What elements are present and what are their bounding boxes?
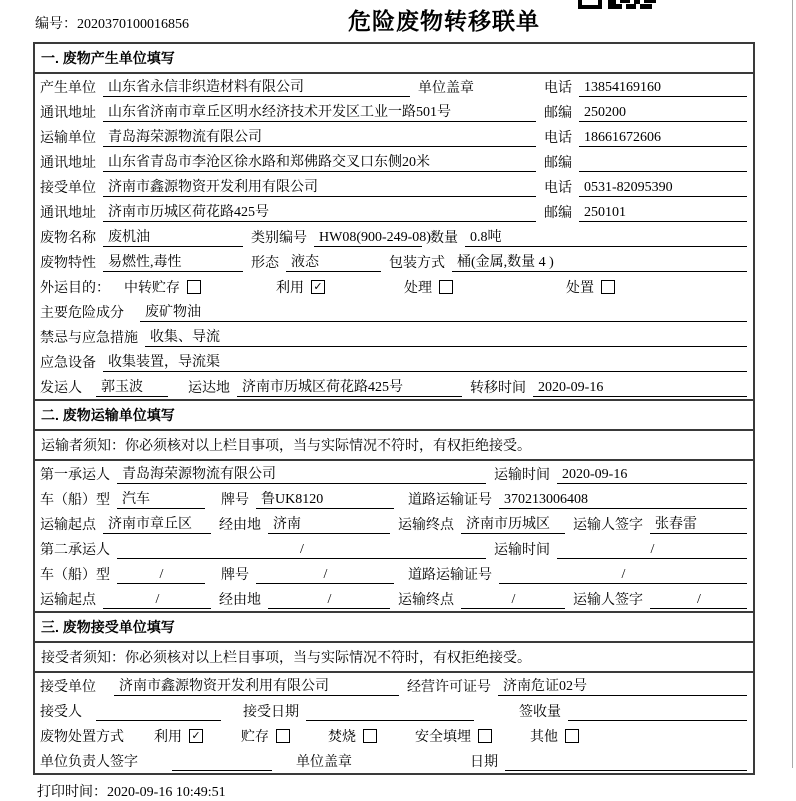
via-label: 经由地	[219, 518, 261, 533]
serial-value: 2020370100016856	[77, 17, 189, 32]
print-time-value: 2020-09-16 10:49:51	[107, 785, 226, 800]
receiver-phone-value: 0531-82095390	[579, 180, 747, 197]
row-waste-traits	[35, 249, 753, 274]
transporter-unit-label: 运输单位	[40, 131, 96, 146]
phone-label: 电话	[544, 181, 572, 196]
checkbox-icon	[439, 280, 453, 294]
section-transporter	[35, 399, 753, 611]
receiver-postcode-value: 250101	[579, 205, 747, 222]
row-route-1	[35, 511, 753, 536]
option-label: 处理	[404, 280, 432, 296]
disposal-option-incinerate	[328, 726, 377, 746]
postcode-label: 邮编	[544, 206, 572, 221]
row-disposal-method	[35, 723, 753, 748]
option-label: 贮存	[241, 729, 269, 745]
print-time	[37, 781, 796, 801]
responsible-signature-value	[172, 754, 272, 771]
section-producer	[35, 44, 753, 399]
transfer-date-label: 转移时间	[470, 381, 526, 396]
row-emergency-measures	[35, 324, 753, 349]
transport-date-label: 运输时间	[494, 468, 550, 483]
address-label: 通讯地址	[40, 156, 96, 171]
carrier-signature-label: 运输人签字	[573, 518, 643, 533]
purpose-option-utilize	[276, 277, 404, 297]
row-receiver-person	[35, 698, 753, 723]
received-quantity-value	[568, 704, 747, 721]
second-terminus-value: /	[461, 592, 565, 609]
receiver-unit-value: 济南市鑫源物资开发利用有限公司	[103, 176, 536, 197]
row-producer-address	[35, 99, 753, 124]
address-label: 通讯地址	[40, 106, 96, 121]
first-carrier-value: 青岛海荣源物流有限公司	[117, 463, 486, 484]
address-label: 通讯地址	[40, 206, 96, 221]
responsible-signature-label: 单位负责人签字	[40, 755, 138, 770]
plate-number-label: 牌号	[221, 493, 249, 508]
section1-header: 一. 废物产生单位填写	[35, 44, 753, 74]
emergency-equipment-value: 收集装置，导流渠	[103, 351, 747, 372]
row-second-carrier	[35, 536, 753, 561]
producer-phone-value: 13854169160	[579, 80, 747, 97]
receiver-unit-label: 接受单位	[40, 181, 96, 196]
option-label: 其他	[530, 729, 558, 745]
road-permit-label: 道路运输证号	[408, 568, 492, 583]
row-transporter-address	[35, 149, 753, 174]
transporter-address-value: 山东省青岛市李沧区徐水路和郑佛路交叉口东侧20米	[103, 151, 536, 172]
transporter-notice: 运输者须知：你必须核对以上栏目事项，当与实际情况不符时，有权拒绝接受。	[35, 431, 753, 461]
section2-header: 二. 废物运输单位填写	[35, 401, 753, 431]
origin-label: 运输起点	[40, 593, 96, 608]
qr-code-fragment	[578, 0, 658, 10]
producer-postcode-value: 250200	[579, 105, 747, 122]
via-label: 经由地	[219, 593, 261, 608]
terminus-value: 济南市历城区	[461, 513, 565, 534]
checkbox-icon	[601, 280, 615, 294]
page-edge-line	[792, 0, 793, 768]
transport-date-value: 2020-09-16	[557, 467, 747, 484]
row-consignor	[35, 374, 753, 399]
option-label: 安全填埋	[415, 729, 471, 745]
purpose-option-transit-storage	[124, 277, 276, 297]
second-carrier-signature-value: /	[650, 592, 747, 609]
hazard-component-value: 废矿物油	[140, 301, 747, 322]
checkbox-icon	[478, 729, 492, 743]
checkbox-checked-icon: ✓	[311, 280, 325, 294]
option-label: 中转贮存	[124, 280, 180, 296]
waste-name-label: 废物名称	[40, 231, 96, 246]
waste-name-value: 废机油	[103, 226, 243, 247]
license-number-value: 济南危证02号	[498, 675, 747, 696]
row-vehicle-1	[35, 486, 753, 511]
plate-number-value: 鲁UK8120	[256, 488, 394, 509]
transporter-postcode-value	[579, 155, 747, 172]
carrier-signature-label: 运输人签字	[573, 593, 643, 608]
form-state-label: 形态	[251, 256, 279, 271]
waste-traits-label: 废物特性	[40, 256, 96, 271]
receiving-unit-value: 济南市鑫源物资开发利用有限公司	[114, 675, 399, 696]
purpose-option-dispose	[566, 277, 615, 297]
receiver-notice: 接受者须知：你必须核对以上栏目事项，当与实际情况不符时，有权拒绝接受。	[35, 643, 753, 673]
disposal-option-landfill	[415, 726, 492, 746]
receiver-unit-label: 接受单位	[40, 680, 96, 695]
vehicle-type-value: 汽车	[117, 488, 205, 509]
destination-label: 运达地	[188, 381, 230, 396]
seal-label: 单位盖章	[418, 81, 474, 96]
option-label: 处置	[566, 280, 594, 296]
emergency-equipment-label: 应急设备	[40, 356, 96, 371]
consignor-label: 发运人	[40, 381, 82, 396]
phone-label: 电话	[544, 131, 572, 146]
second-plate-number-value: /	[256, 567, 394, 584]
second-road-permit-value: /	[499, 567, 747, 584]
disposal-option-utilize	[154, 726, 203, 746]
date-label: 日期	[470, 755, 498, 770]
row-receiver-address	[35, 199, 753, 224]
hazard-component-label: 主要危险成分	[40, 306, 124, 321]
disposal-option-other	[530, 726, 579, 746]
emergency-measures-label: 禁忌与应急措施	[40, 331, 138, 346]
receiver-address-value: 济南市历城区荷花路425号	[103, 201, 536, 222]
row-responsible-signature	[35, 748, 753, 773]
receive-date-value	[306, 704, 474, 721]
transport-date-label: 运输时间	[494, 543, 550, 558]
quantity-value: 0.8吨	[465, 226, 747, 247]
producer-unit-label: 产生单位	[40, 81, 96, 96]
carrier-signature-value: 张春雷	[650, 513, 747, 534]
waste-traits-value: 易燃性,毒性	[103, 251, 243, 272]
date-value	[505, 754, 747, 771]
transporter-unit-value: 青岛海荣源物流有限公司	[103, 126, 536, 147]
road-permit-value: 370213006408	[499, 492, 747, 509]
row-waste-name	[35, 224, 753, 249]
option-label: 利用	[276, 280, 304, 296]
row-producer-unit	[35, 74, 753, 99]
row-transfer-purpose	[35, 274, 753, 299]
category-code-value: HW08(900-249-08)	[314, 230, 422, 247]
transporter-phone-value: 18661672606	[579, 130, 747, 147]
receive-date-label: 接受日期	[243, 705, 299, 720]
row-receiver-unit	[35, 174, 753, 199]
receiver-person-value	[96, 704, 221, 721]
via-value: 济南	[268, 513, 390, 534]
second-origin-value: /	[103, 592, 211, 609]
row-vehicle-2	[35, 561, 753, 586]
disposal-method-label: 废物处置方式	[40, 729, 124, 745]
serial-label: 编号：	[35, 17, 77, 32]
first-carrier-label: 第一承运人	[40, 468, 110, 483]
option-label: 焚烧	[328, 729, 356, 745]
checkbox-icon	[363, 729, 377, 743]
postcode-label: 邮编	[544, 156, 572, 171]
license-number-label: 经营许可证号	[407, 680, 491, 695]
vehicle-type-label: 车（船）型	[40, 568, 110, 583]
transfer-purpose-label: 外运目的：	[40, 280, 110, 296]
section-receiver	[35, 611, 753, 773]
unit-seal-label: 单位盖章	[296, 755, 352, 770]
origin-label: 运输起点	[40, 518, 96, 533]
option-label: 利用	[154, 729, 182, 745]
manifest-form	[33, 42, 755, 775]
checkbox-icon	[565, 729, 579, 743]
purpose-option-treat	[404, 277, 566, 297]
origin-value: 济南市章丘区	[103, 513, 211, 534]
page-title: 危险废物转移联单	[348, 8, 540, 34]
row-receiving-unit	[35, 673, 753, 698]
road-permit-label: 道路运输证号	[408, 493, 492, 508]
second-carrier-value: /	[117, 542, 486, 559]
received-quantity-label: 签收量	[519, 705, 561, 720]
vehicle-type-label: 车（船）型	[40, 493, 110, 508]
packaging-label: 包装方式	[389, 256, 445, 271]
plate-number-label: 牌号	[221, 568, 249, 583]
consignor-value: 郭玉波	[96, 376, 168, 397]
postcode-label: 邮编	[544, 106, 572, 121]
producer-unit-value: 山东省永信非织造材料有限公司	[103, 76, 410, 97]
row-emergency-equipment	[35, 349, 753, 374]
second-carrier-label: 第二承运人	[40, 543, 110, 558]
phone-label: 电话	[544, 81, 572, 96]
destination-value: 济南市历城区荷花路425号	[237, 376, 462, 397]
second-transport-date-value: /	[557, 542, 747, 559]
terminus-label: 运输终点	[398, 518, 454, 533]
row-hazard-component	[35, 299, 753, 324]
category-code-label: 类别编号	[251, 231, 307, 246]
quantity-label: 数量	[430, 231, 458, 246]
row-transporter-unit	[35, 124, 753, 149]
checkbox-icon	[276, 729, 290, 743]
document-header	[0, 0, 796, 42]
print-time-label: 打印时间：	[37, 785, 107, 800]
row-route-2	[35, 586, 753, 611]
disposal-option-store	[241, 726, 290, 746]
emergency-measures-value: 收集、导流	[145, 326, 747, 347]
producer-address-value: 山东省济南市章丘区明水经济技术开发区工业一路501号	[103, 101, 536, 122]
section3-header: 三. 废物接受单位填写	[35, 613, 753, 643]
second-via-value: /	[268, 592, 390, 609]
terminus-label: 运输终点	[398, 593, 454, 608]
form-state-value: 液态	[286, 251, 381, 272]
transfer-date-value: 2020-09-16	[533, 380, 747, 397]
checkbox-checked-icon: ✓	[189, 729, 203, 743]
row-first-carrier	[35, 461, 753, 486]
checkbox-icon	[187, 280, 201, 294]
packaging-value: 桶(金属,数量 4 )	[452, 251, 747, 272]
second-vehicle-type-value: /	[117, 567, 205, 584]
receiver-person-label: 接受人	[40, 705, 82, 720]
